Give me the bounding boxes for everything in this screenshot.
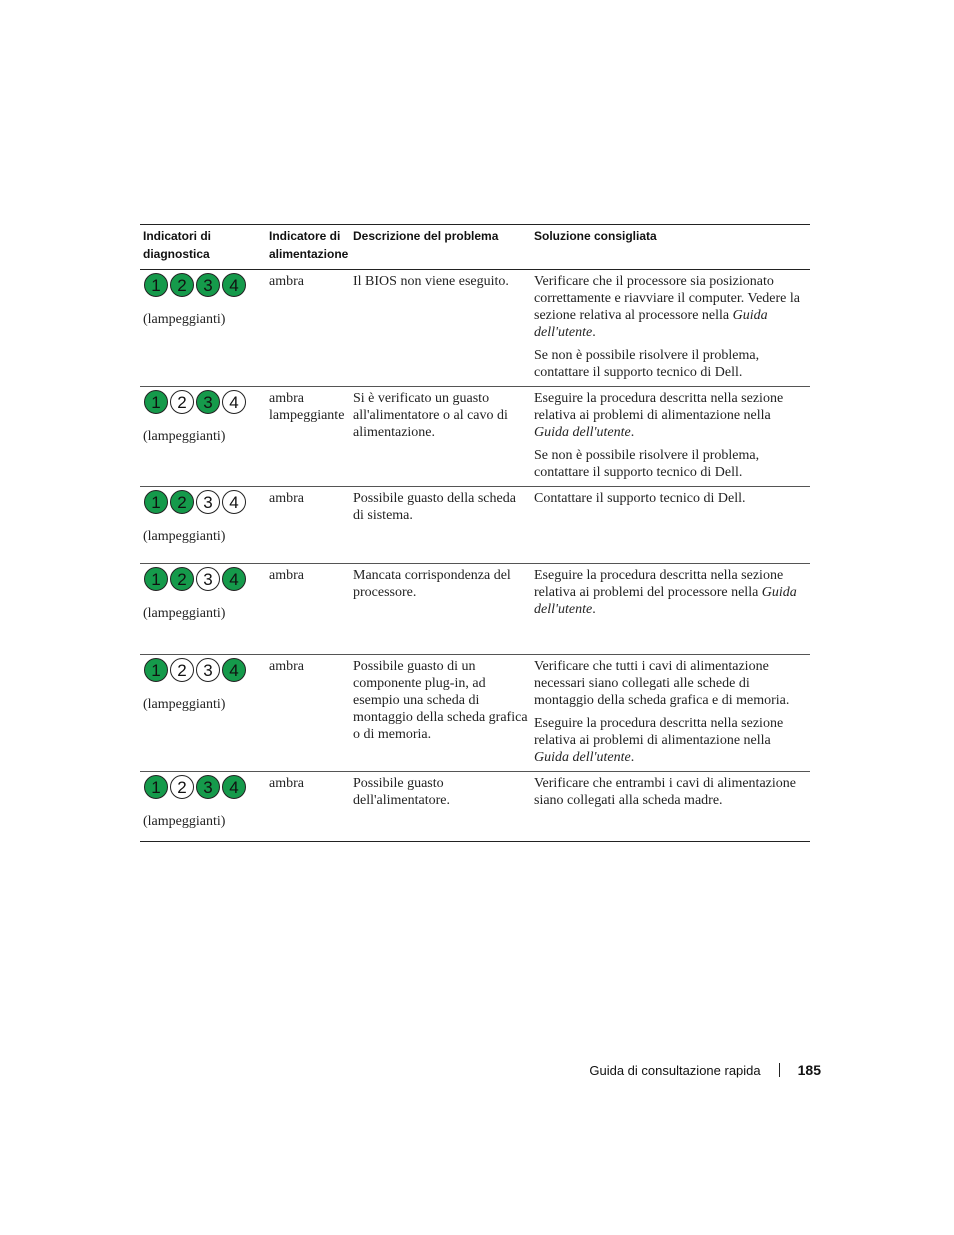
led-2-icon: 2 xyxy=(170,567,194,591)
led-1-icon: 1 xyxy=(144,658,168,682)
table-row xyxy=(140,387,810,487)
solution-text: Eseguire la procedura descritta nella sezione relativa ai problemi di alimentazione nella xyxy=(534,391,784,423)
header-problem-description: Descrizione del problema xyxy=(350,225,531,270)
page-number: 185 xyxy=(797,1062,821,1078)
solution-paragraph xyxy=(534,775,807,809)
table-row xyxy=(140,487,810,564)
led-4-icon: 4 xyxy=(222,273,246,297)
led-group xyxy=(144,567,263,591)
table-row xyxy=(140,655,810,772)
footer-title: Guida di consultazione rapida xyxy=(589,1062,761,1078)
led-3-icon: 3 xyxy=(196,490,220,514)
led-4-icon: 4 xyxy=(222,775,246,799)
suggested-solution-cell xyxy=(531,772,810,842)
solution-paragraph xyxy=(534,390,807,441)
solution-text: Verificare che tutti i cavi di alimentazione necessari siano collegati alle schede di montaggio della scheda grafica e di memoria. xyxy=(534,659,790,708)
suggested-solution-cell xyxy=(531,387,810,487)
led-4-icon: 4 xyxy=(222,390,246,414)
table-row xyxy=(140,270,810,387)
power-light-cell: ambra lampeggiante xyxy=(266,387,350,487)
solution-text: Contattare il supporto tecnico di Dell. xyxy=(534,491,746,506)
led-3-icon: 3 xyxy=(196,273,220,297)
diagnostic-lights-cell xyxy=(140,772,266,842)
blinking-label: (lampeggianti) xyxy=(143,814,226,829)
solution-text-end: . xyxy=(592,602,596,617)
solution-paragraph-2: Se non è possibile risolvere il problema, contattare il supporto tecnico di Dell. xyxy=(534,448,760,480)
solution-paragraph xyxy=(534,490,807,507)
led-1-icon: 1 xyxy=(144,775,168,799)
led-1-icon: 1 xyxy=(144,490,168,514)
solution-text-end: . xyxy=(630,750,635,765)
suggested-solution-cell xyxy=(531,487,810,564)
solution-paragraph xyxy=(534,567,807,618)
diagnostic-lights-cell xyxy=(140,564,266,655)
diagnostic-lights-cell xyxy=(140,270,266,387)
led-group xyxy=(144,658,263,682)
blinking-label: (lampeggianti) xyxy=(143,606,226,621)
header-suggested-solution: Soluzione consigliata xyxy=(531,225,810,270)
led-3-icon: 3 xyxy=(196,390,220,414)
solution-paragraph-2 xyxy=(534,715,807,766)
power-light-cell: ambra xyxy=(266,772,350,842)
led-group xyxy=(144,775,263,799)
led-1-icon: 1 xyxy=(144,273,168,297)
led-4-icon: 4 xyxy=(222,567,246,591)
table-body xyxy=(140,270,810,842)
user-guide-reference: Guida dell'utente xyxy=(534,308,768,340)
blinking-label: (lampeggianti) xyxy=(143,312,226,327)
led-group xyxy=(144,390,263,414)
diagnostic-lights-cell xyxy=(140,487,266,564)
led-2-icon: 2 xyxy=(170,390,194,414)
power-light-cell: ambra xyxy=(266,487,350,564)
diagnostic-lights-cell xyxy=(140,387,266,487)
solution-text: Eseguire la procedura descritta nella sezione relativa ai problemi del processore nella xyxy=(534,568,784,600)
diagnostic-lights-cell xyxy=(140,655,266,772)
led-4-icon: 4 xyxy=(222,658,246,682)
led-2-icon: 2 xyxy=(170,658,194,682)
problem-description-cell: Il BIOS non viene eseguito. xyxy=(350,270,531,387)
suggested-solution-cell xyxy=(531,270,810,387)
user-guide-reference: Guida dell'utente xyxy=(534,425,631,440)
led-group xyxy=(144,490,263,514)
solution-paragraph xyxy=(534,273,807,341)
led-1-icon: 1 xyxy=(144,567,168,591)
header-power-light: Indicatore di alimentazione xyxy=(266,225,350,270)
solution-text: Verificare che il processore sia posizionato correttamente e riavviare il computer. Vedere la sezione relativa al processore nella xyxy=(534,274,800,323)
problem-description-cell: Si è verificato un guasto all'alimentatore o al cavo di alimentazione. xyxy=(350,387,531,487)
solution-paragraph-2: Se non è possibile risolvere il problema, contattare il supporto tecnico di Dell. xyxy=(534,348,760,380)
power-light-cell: ambra xyxy=(266,564,350,655)
solution-text-end: . xyxy=(630,425,635,440)
blinking-label: (lampeggianti) xyxy=(143,529,226,544)
led-group xyxy=(144,273,263,297)
problem-description-cell: Possibile guasto della scheda di sistema. xyxy=(350,487,531,564)
suggested-solution-cell xyxy=(531,564,810,655)
led-1-icon: 1 xyxy=(144,390,168,414)
led-2-icon: 2 xyxy=(170,775,194,799)
problem-description-cell: Possibile guasto di un componente plug-in, ad esempio una scheda di montaggio della scheda grafica o di memoria. xyxy=(350,655,531,772)
solution-text-end: . xyxy=(592,325,596,340)
table-row xyxy=(140,564,810,655)
problem-description-cell: Possibile guasto dell'alimentatore. xyxy=(350,772,531,842)
blinking-label: (lampeggianti) xyxy=(143,429,226,444)
solution-text: Eseguire la procedura descritta nella sezione relativa ai problemi di alimentazione nella xyxy=(534,716,784,748)
solution-paragraph xyxy=(534,658,807,709)
page-footer xyxy=(589,1062,821,1078)
footer-separator xyxy=(779,1063,780,1077)
blinking-label: (lampeggianti) xyxy=(143,697,226,712)
solution-text: Verificare che entrambi i cavi di alimentazione siano collegati alla scheda madre. xyxy=(534,776,796,808)
led-2-icon: 2 xyxy=(170,273,194,297)
table-header xyxy=(140,225,810,270)
header-diagnostic-lights: Indicatori di diagnostica xyxy=(140,225,266,270)
user-guide-reference: Guida dell'utente xyxy=(534,750,631,765)
diagnostic-table xyxy=(140,224,810,842)
led-3-icon: 3 xyxy=(196,775,220,799)
led-4-icon: 4 xyxy=(222,490,246,514)
problem-description-cell: Mancata corrispondenza del processore. xyxy=(350,564,531,655)
table-row xyxy=(140,772,810,842)
led-2-icon: 2 xyxy=(170,490,194,514)
power-light-cell: ambra xyxy=(266,270,350,387)
led-3-icon: 3 xyxy=(196,567,220,591)
power-light-cell: ambra xyxy=(266,655,350,772)
led-3-icon: 3 xyxy=(196,658,220,682)
user-guide-reference: Guida dell'utente xyxy=(534,585,797,617)
suggested-solution-cell xyxy=(531,655,810,772)
